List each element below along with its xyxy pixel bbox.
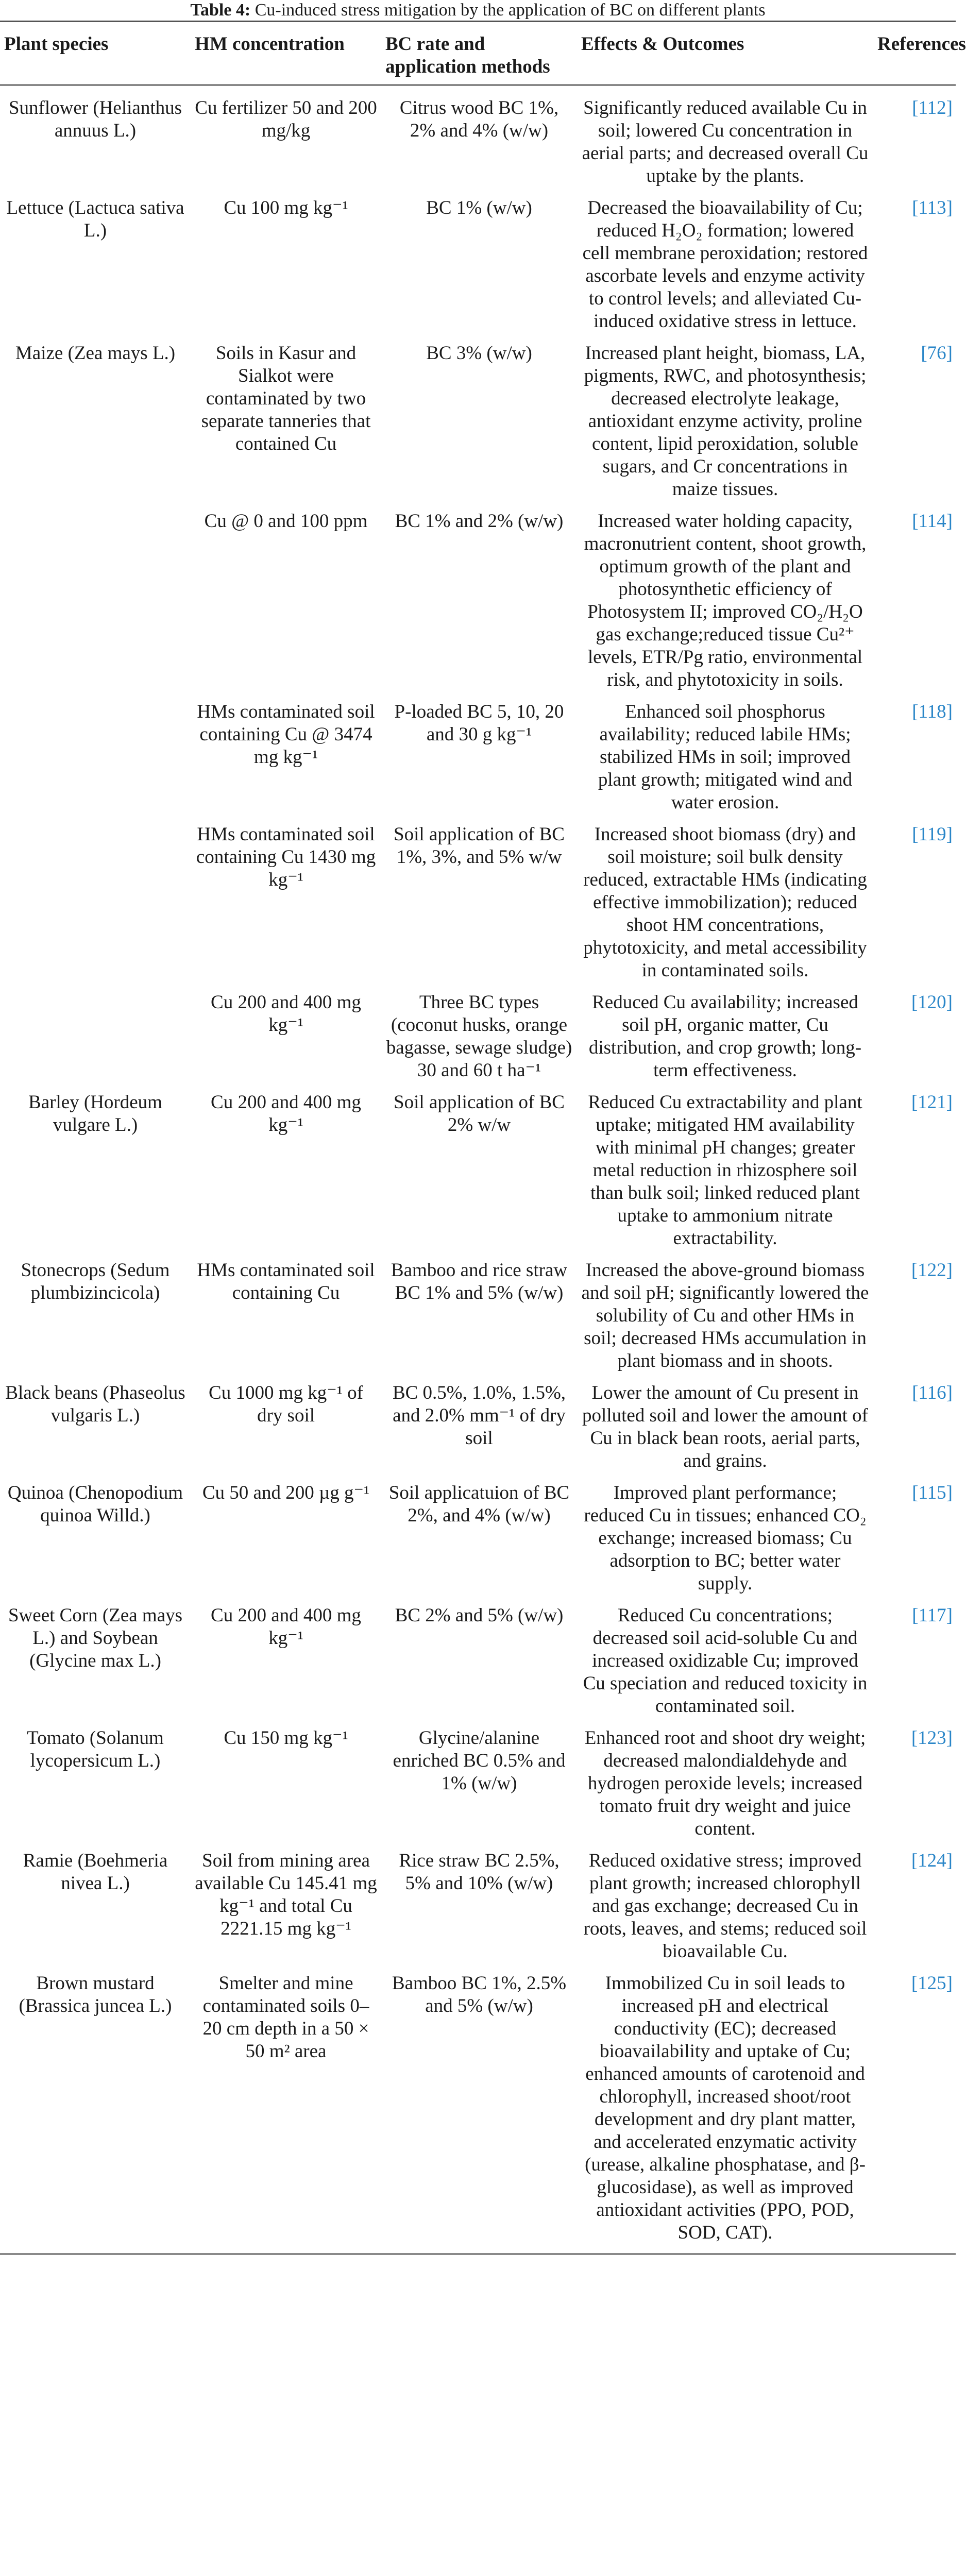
bc-rate-cell bbox=[381, 1601, 577, 1724]
bc-rate-cell bbox=[381, 1379, 577, 1479]
hm-concentration-cell-text: Cu 50 and 200 µg g⁻¹ bbox=[202, 1482, 370, 1503]
reference-link[interactable]: [116] bbox=[912, 1382, 953, 1403]
header-hm-concentration: HM concentration bbox=[191, 21, 381, 85]
reference-link[interactable]: [122] bbox=[911, 1260, 953, 1281]
header-bc-rate: BC rate and application methods bbox=[381, 21, 577, 85]
effects-cell bbox=[577, 1379, 873, 1479]
plant-species-cell-text: Tomato (Solanum lycopersicum L.) bbox=[27, 1727, 164, 1771]
reference-link[interactable]: [114] bbox=[912, 511, 953, 532]
plant-species-cell bbox=[0, 1601, 191, 1724]
effects-cell-text: Enhanced soil phosphorus availability; reduced labile HMs; stabilized HMs in soil; improved plant growth; mitigated wind and water erosion. bbox=[598, 701, 853, 813]
plant-species-cell bbox=[0, 1088, 191, 1256]
reference-link[interactable]: [115] bbox=[912, 1482, 953, 1503]
effects-cell bbox=[577, 1256, 873, 1379]
table-row bbox=[0, 988, 956, 1088]
reference-cell bbox=[873, 507, 956, 698]
bc-rate-cell-text: Soil applicatuion of BC 2%, and 4% (w/w) bbox=[388, 1482, 570, 1526]
effects-cell bbox=[577, 820, 873, 988]
hm-concentration-cell bbox=[191, 1479, 381, 1601]
reference-link[interactable]: [117] bbox=[912, 1605, 953, 1626]
hm-concentration-cell-text: Cu 200 and 400 mg kg⁻¹ bbox=[211, 1092, 361, 1136]
reference-cell bbox=[873, 339, 956, 507]
hm-concentration-cell-text: HMs contaminated soil containing Cu @ 3474 mg kg⁻¹ bbox=[197, 701, 375, 768]
reference-cell bbox=[873, 820, 956, 988]
reference-link[interactable]: [120] bbox=[911, 992, 953, 1013]
header-references: References bbox=[873, 21, 956, 85]
hm-concentration-cell-text: Soil from mining area available Cu 145.41 mg kg⁻¹ and total Cu 2221.15 mg kg⁻¹ bbox=[195, 1850, 377, 1939]
table-row bbox=[0, 698, 956, 820]
bc-rate-cell bbox=[381, 1256, 577, 1379]
bc-rate-cell bbox=[381, 339, 577, 507]
effects-cell bbox=[577, 507, 873, 698]
hm-concentration-cell bbox=[191, 1969, 381, 2254]
effects-cell-text: Improved plant performance; reduced Cu in tissues; enhanced CO₂ exchange; increased biomass; Cu adsorption to BC; better water supply. bbox=[584, 1482, 867, 1594]
effects-cell bbox=[577, 339, 873, 507]
hm-concentration-cell bbox=[191, 1256, 381, 1379]
plant-species-cell-text: Sweet Corn (Zea mays L.) and Soybean (Glycine max L.) bbox=[8, 1605, 183, 1671]
plant-species-cell bbox=[0, 1379, 191, 1479]
header-plant-species: Plant species bbox=[0, 21, 191, 85]
effects-cell-text: Reduced Cu availability; increased soil pH, organic matter, Cu distribution, and crop growth; long-term effectiveness. bbox=[588, 992, 862, 1081]
hm-concentration-cell-text: Cu 100 mg kg⁻¹ bbox=[224, 197, 348, 218]
plant-species-cell bbox=[0, 988, 191, 1088]
header-row bbox=[0, 21, 956, 85]
table-row bbox=[0, 85, 956, 194]
table-caption-text: Cu-induced stress mitigation by the application of BC on different plants bbox=[255, 1, 766, 20]
bc-rate-cell-text: Rice straw BC 2.5%, 5% and 10% (w/w) bbox=[399, 1850, 560, 1894]
plant-species-cell bbox=[0, 339, 191, 507]
reference-cell bbox=[873, 1256, 956, 1379]
table-row bbox=[0, 1724, 956, 1846]
hm-concentration-cell bbox=[191, 1846, 381, 1969]
plant-species-cell-text: Maize (Zea mays L.) bbox=[15, 343, 176, 364]
plant-species-cell-text: Ramie (Boehmeria nivea L.) bbox=[23, 1850, 168, 1894]
plant-species-cell bbox=[0, 1256, 191, 1379]
bc-rate-cell-text: BC 0.5%, 1.0%, 1.5%, and 2.0% mm⁻¹ of dry soil bbox=[392, 1382, 566, 1449]
bc-rate-cell-text: BC 1% and 2% (w/w) bbox=[395, 511, 564, 532]
table-row bbox=[0, 820, 956, 988]
hm-concentration-cell bbox=[191, 507, 381, 698]
reference-cell bbox=[873, 1969, 956, 2254]
effects-cell bbox=[577, 1846, 873, 1969]
effects-cell bbox=[577, 988, 873, 1088]
reference-cell bbox=[873, 1724, 956, 1846]
hm-concentration-cell bbox=[191, 1724, 381, 1846]
plant-species-cell-text: Brown mustard (Brassica juncea L.) bbox=[19, 1973, 172, 2016]
effects-cell bbox=[577, 85, 873, 194]
hm-concentration-cell-text: HMs contaminated soil containing Cu bbox=[197, 1260, 375, 1303]
bc-rate-cell-text: BC 3% (w/w) bbox=[426, 343, 532, 364]
table-body bbox=[0, 85, 956, 2254]
bc-rate-cell bbox=[381, 1724, 577, 1846]
effects-cell bbox=[577, 1969, 873, 2254]
hm-concentration-cell-text: Cu 1000 mg kg⁻¹ of dry soil bbox=[209, 1382, 363, 1426]
bc-rate-cell bbox=[381, 1969, 577, 2254]
hm-concentration-cell-text: Cu 200 and 400 mg kg⁻¹ bbox=[211, 1605, 361, 1649]
hm-concentration-cell bbox=[191, 1379, 381, 1479]
table-caption bbox=[0, 0, 956, 21]
hm-concentration-cell bbox=[191, 339, 381, 507]
reference-cell bbox=[873, 1379, 956, 1479]
bc-rate-cell bbox=[381, 1846, 577, 1969]
hm-concentration-cell-text: Smelter and mine contaminated soils 0–20 cm depth in a 50 × 50 m² area bbox=[202, 1973, 369, 2062]
effects-cell bbox=[577, 1601, 873, 1724]
hm-concentration-cell-text: Cu fertilizer 50 and 200 mg/kg bbox=[195, 97, 377, 141]
table-row bbox=[0, 1601, 956, 1724]
hm-concentration-cell bbox=[191, 194, 381, 339]
effects-cell-text: Increased plant height, biomass, LA, pigments, RWC, and photosynthesis; decreased electrolyte leakage, antioxidant enzyme activity, proline content, lipid peroxidation, soluble sugars, and Cr concentrations in maize tissues. bbox=[584, 343, 867, 500]
bc-rate-cell bbox=[381, 194, 577, 339]
header-effects: Effects & Outcomes bbox=[577, 21, 873, 85]
bc-rate-cell-text: Glycine/alanine enriched BC 0.5% and 1% (w/w) bbox=[393, 1727, 566, 1794]
effects-cell-text: Reduced oxidative stress; improved plant growth; increased chlorophyll and gas exchange; decreased Cu in roots, leaves, and stems; reduced soil bioavailable Cu. bbox=[583, 1850, 867, 1962]
plant-species-cell bbox=[0, 1724, 191, 1846]
reference-link[interactable]: [121] bbox=[911, 1092, 953, 1113]
table-row bbox=[0, 1969, 956, 2254]
effects-cell-text: Significantly reduced available Cu in soil; lowered Cu concentration in aerial parts; and decreased overall Cu uptake by the plants. bbox=[582, 97, 869, 187]
reference-link[interactable]: [125] bbox=[911, 1973, 953, 1994]
hm-concentration-cell bbox=[191, 698, 381, 820]
bc-rate-cell bbox=[381, 85, 577, 194]
effects-cell-text: Decreased the bioavailability of Cu; reduced H₂O₂ formation; lowered cell membrane peroxidation; restored ascorbate levels and enzyme activity to control levels; and alleviated Cu-induced oxidative stress in lettuce. bbox=[582, 197, 868, 332]
bc-rate-cell-text: Soil application of BC 1%, 3%, and 5% w/w bbox=[394, 824, 565, 868]
table-row bbox=[0, 1088, 956, 1256]
bc-rate-cell bbox=[381, 1088, 577, 1256]
table-row bbox=[0, 1479, 956, 1601]
bc-rate-cell-text: P-loaded BC 5, 10, 20 and 30 g kg⁻¹ bbox=[394, 701, 564, 745]
bc-rate-cell-text: BC 1% (w/w) bbox=[426, 197, 532, 218]
effects-cell-text: Enhanced root and shoot dry weight; decreased malondialdehyde and hydrogen peroxide levels; increased tomato fruit dry weight and juice content. bbox=[584, 1727, 866, 1839]
bc-rate-cell bbox=[381, 820, 577, 988]
plant-species-cell bbox=[0, 507, 191, 698]
reference-cell bbox=[873, 194, 956, 339]
bc-rate-cell-text: Soil application of BC 2% w/w bbox=[394, 1092, 565, 1136]
hm-concentration-cell bbox=[191, 820, 381, 988]
bc-rate-cell bbox=[381, 507, 577, 698]
plant-species-cell-text: Stonecrops (Sedum plumbizincicola) bbox=[21, 1260, 170, 1303]
plant-species-cell-text: Quinoa (Chenopodium quinoa Willd.) bbox=[7, 1482, 183, 1526]
reference-link[interactable]: [112] bbox=[912, 97, 953, 118]
table-caption-label: Table 4: bbox=[190, 1, 251, 20]
effects-cell bbox=[577, 1088, 873, 1256]
hm-concentration-cell bbox=[191, 85, 381, 194]
table-row bbox=[0, 1846, 956, 1969]
plant-species-cell bbox=[0, 1479, 191, 1601]
bc-rate-cell-text: Three BC types (coconut husks, orange bagasse, sewage sludge) 30 and 60 t ha⁻¹ bbox=[386, 992, 572, 1081]
reference-cell bbox=[873, 1479, 956, 1601]
reference-cell bbox=[873, 85, 956, 194]
hm-concentration-cell bbox=[191, 1601, 381, 1724]
plant-species-cell-text: Black beans (Phaseolus vulgaris L.) bbox=[5, 1382, 185, 1426]
hm-concentration-cell-text: Soils in Kasur and Sialkot were contaminated by two separate tanneries that contained Cu bbox=[201, 343, 371, 454]
plant-species-cell bbox=[0, 1969, 191, 2254]
plant-species-cell-text: Sunflower (Helianthus annuus L.) bbox=[8, 97, 182, 141]
reference-link[interactable]: [124] bbox=[911, 1850, 953, 1871]
bc-rate-cell-text: BC 2% and 5% (w/w) bbox=[395, 1605, 564, 1626]
reference-link[interactable]: [119] bbox=[912, 824, 953, 845]
table-row bbox=[0, 339, 956, 507]
effects-cell-text: Reduced Cu extractability and plant uptake; mitigated HM availability with minimal pH changes; greater metal reduction in rhizosphere soil than bulk soil; linked reduced plant uptake to ammonium nitrate extractability. bbox=[588, 1092, 862, 1249]
bc-rate-cell-text: Citrus wood BC 1%, 2% and 4% (w/w) bbox=[399, 97, 559, 141]
bc-rate-cell-text: Bamboo and rice straw BC 1% and 5% (w/w) bbox=[391, 1260, 568, 1303]
plant-species-cell-text: Barley (Hordeum vulgare L.) bbox=[28, 1092, 162, 1136]
hm-concentration-cell-text: Cu 150 mg kg⁻¹ bbox=[224, 1727, 348, 1749]
hm-concentration-cell-text: HMs contaminated soil containing Cu 1430 mg kg⁻¹ bbox=[196, 824, 376, 890]
effects-cell bbox=[577, 1724, 873, 1846]
bc-rate-cell bbox=[381, 698, 577, 820]
reference-cell bbox=[873, 1088, 956, 1256]
plant-species-cell bbox=[0, 698, 191, 820]
reference-link[interactable]: [118] bbox=[912, 701, 953, 722]
reference-cell bbox=[873, 1601, 956, 1724]
bc-rate-cell-text: Bamboo BC 1%, 2.5% and 5% (w/w) bbox=[392, 1973, 567, 2016]
reference-link[interactable]: [123] bbox=[911, 1727, 953, 1749]
effects-cell bbox=[577, 1479, 873, 1601]
data-table bbox=[0, 21, 966, 2255]
reference-link[interactable]: [76] bbox=[921, 343, 953, 364]
reference-cell bbox=[873, 988, 956, 1088]
hm-concentration-cell-text: Cu 200 and 400 mg kg⁻¹ bbox=[211, 992, 361, 1036]
table-row bbox=[0, 194, 956, 339]
table-row bbox=[0, 507, 956, 698]
effects-cell-text: Lower the amount of Cu present in polluted soil and lower the amount of Cu in black bean roots, aerial parts, and grains. bbox=[582, 1382, 868, 1471]
reference-cell bbox=[873, 1846, 956, 1969]
hm-concentration-cell-text: Cu @ 0 and 100 ppm bbox=[204, 511, 368, 532]
effects-cell-text: Increased water holding capacity, macronutrient content, shoot growth, optimum growth of the plant and photosynthetic efficiency of Photosystem II; improved CO₂/H₂O gas exchange;reduced tissue Cu²⁺ levels, ETR/Pg ratio, environmental risk, and phytotoxicity in soils. bbox=[584, 511, 867, 690]
table-row bbox=[0, 1379, 956, 1479]
table-row bbox=[0, 1256, 956, 1379]
effects-cell-text: Increased shoot biomass (dry) and soil moisture; soil bulk density reduced, extractable HMs (indicating effective immobilization); reduced shoot HM concentrations, phytotoxicity, and metal accessibility in contaminated soils. bbox=[583, 824, 867, 981]
reference-link[interactable]: [113] bbox=[912, 197, 953, 218]
effects-cell-text: Immobilized Cu in soil leads to increased pH and electrical conductivity (EC); decreased bioavailability and uptake of Cu; enhanced amounts of carotenoid and chlorophyll, increased shoot/root development and dry plant matter, and accelerated enzymatic activity (urease, alkaline phosphatase, and β-glucosidase), as well as improved antioxidant activities (PPO, POD, SOD, CAT). bbox=[585, 1973, 866, 2243]
effects-cell-text: Increased the above-ground biomass and soil pH; significantly lowered the solubility of Cu and other HMs in soil; decreased HMs accumulation in plant biomass and in shoots. bbox=[581, 1260, 869, 1371]
hm-concentration-cell bbox=[191, 1088, 381, 1256]
reference-cell bbox=[873, 698, 956, 820]
plant-species-cell bbox=[0, 194, 191, 339]
plant-species-cell bbox=[0, 1846, 191, 1969]
plant-species-cell bbox=[0, 85, 191, 194]
hm-concentration-cell bbox=[191, 988, 381, 1088]
effects-cell bbox=[577, 194, 873, 339]
bc-rate-cell bbox=[381, 1479, 577, 1601]
effects-cell-text: Reduced Cu concentrations; decreased soil acid-soluble Cu and increased oxidizable Cu; improved Cu speciation and reduced toxicity in contaminated soil. bbox=[583, 1605, 868, 1717]
plant-species-cell bbox=[0, 820, 191, 988]
plant-species-cell-text: Lettuce (Lactuca sativa L.) bbox=[6, 197, 184, 241]
bc-rate-cell bbox=[381, 988, 577, 1088]
effects-cell bbox=[577, 698, 873, 820]
